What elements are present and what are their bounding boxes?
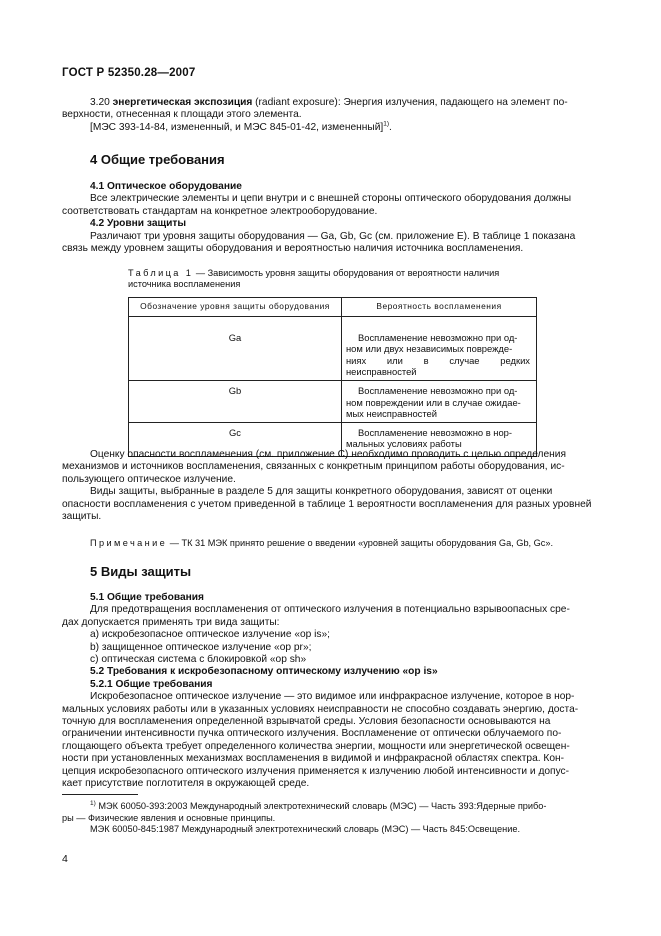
paragraph-assessment: Оценку опасности воспламенения (см. приложение С) необходимо проводить с целью определения механизмов и источников воспламенения, связанных с конкретным принципом работы оборудования, ис- пользующего оптическое излучение. Виды защиты, выбранные в разделе 5 для защиты конкретного оборудования, зависят от оценки опасности воспламенения с учетом приведенной в таблице 1 вероятности воспламенения для разных уровней защиты. xyxy=(62,449,592,523)
section-4-1: 4.1 Оптическое оборудование Все электрические элементы и цепи внутри и с внешней стороны оптического оборудования должны соответствовать стандартам на конкретное электрооборудование. 4.2 Уровни защиты Различают три уровня защиты оборудования — Ga, Gb, Gc (см. приложение Е). В таблице 1 показана связь между уровнем защиты оборудования и вероятностью наличия источника воспламенения. xyxy=(90,181,598,255)
section-4-1-title: 4.1 Оптическое оборудование xyxy=(90,181,242,192)
table-col-header: Вероятность воспламенения xyxy=(342,298,537,317)
list-item: с) оптическая система с блокировкой «ор sh» xyxy=(90,654,307,666)
page-number: 4 xyxy=(62,853,68,865)
section-5-2-1-title: 5.2.1 Общие требования xyxy=(90,678,213,690)
footnote-divider xyxy=(62,794,138,795)
table-col-header: Обозначение уровня защиты оборудования xyxy=(129,298,342,317)
section-5-title: 5 Виды защиты xyxy=(90,564,192,579)
list-item: а) искробезопасное оптическое излучение «ор is»; xyxy=(90,629,331,641)
note: Примечание — ТК 31 МЭК принято решение о введении «уровней защиты оборудования Ga, Gb, Gc». xyxy=(90,538,554,548)
table-1 xyxy=(128,297,537,457)
section-5-1: 5.1 Общие требования Для предотвращения воспламенения от оптического излучения в потенциально взрывоопасных сре- дах допускается применять три вида защиты: а) искробезопасное оптическое излучение «ор is»; b) защищенное оптическое излучение «ор pr»; с) оптическая система с блокировкой «ор sh» 5.2 Требования к искробезопасному оптическому излучению «ор is» 5.2.1 Общие требования Искробезопасное оптическое излучение — это видимое или инфракрасное излучение, которое в нор- мальных условиях работы или в указанных условиях неисправности не способно создавать энергию, доста- точную для воспламенения определенной взрывчатой среды. Условия безопасности основываются на ограничении интенсивности пучка оптического излучения. Воспламенение от оптически облучаемого по- глощающего объекта требует определенного количества энергии, мощности или энергетической освещен- ности при установленных механизмах воспламенения в видимой и инфракрасной областях спектра. Кон- цепция искробезопасного оптического излучения применяется к излучению любой интенсивности и допус- кает присутствие поглотителя в окружающей среде. xyxy=(90,592,598,791)
table-row: Ga Воспламенение невозможно при од- ном или двух независимых поврежде- ниях или в случае редких неисправностей xyxy=(129,328,537,381)
standard-header: ГОСТ Р 52350.28—2007 xyxy=(62,67,196,79)
table-row: Gb Воспламенение невозможно при од- ном повреждении или в случае ожидае- мых неисправностей xyxy=(129,380,537,422)
section-4-2-title: 4.2 Уровни защиты xyxy=(90,218,187,230)
section-5-1-title: 5.1 Общие требования xyxy=(90,592,204,603)
footnote-ref: 1) xyxy=(383,120,390,128)
table-header-row xyxy=(129,298,537,317)
table-row: Gc Воспламенение невозможно в нор- мальных условиях работы xyxy=(129,422,537,456)
footnote: $^{1)}$ МЭК 60050-393:2003 Международный электротехнический словарь (МЭС) — Часть 393:Ядерные прибо- ры — Физические явления и основные принципы. МЭК 60050-845:1987 Международный электротехнический словарь (МЭС) — Часть 845:Освещение. xyxy=(62,799,547,835)
definition-3-20: 3.20 энергетическая экспозиция (radiant exposure): Энергия излучения, падающего на элемент по- верхности, отнесенная к площади этого элемента. [МЭС 393-14-84, измененный, и МЭС 845-01-42, измененный]$^{1)}$. xyxy=(62,97,568,133)
table-1-caption: Таблица 1 — Зависимость уровня защиты оборудования от вероятности наличия источника воспламенения xyxy=(128,268,500,290)
section-4-title: 4 Общие требования xyxy=(90,152,225,167)
term: энергетическая экспозиция xyxy=(112,97,253,108)
list-item: b) защищенное оптическое излучение «ор pr»; xyxy=(90,641,312,653)
section-5-2-title: 5.2 Требования к искробезопасному оптическому излучению «ор is» xyxy=(90,666,438,678)
